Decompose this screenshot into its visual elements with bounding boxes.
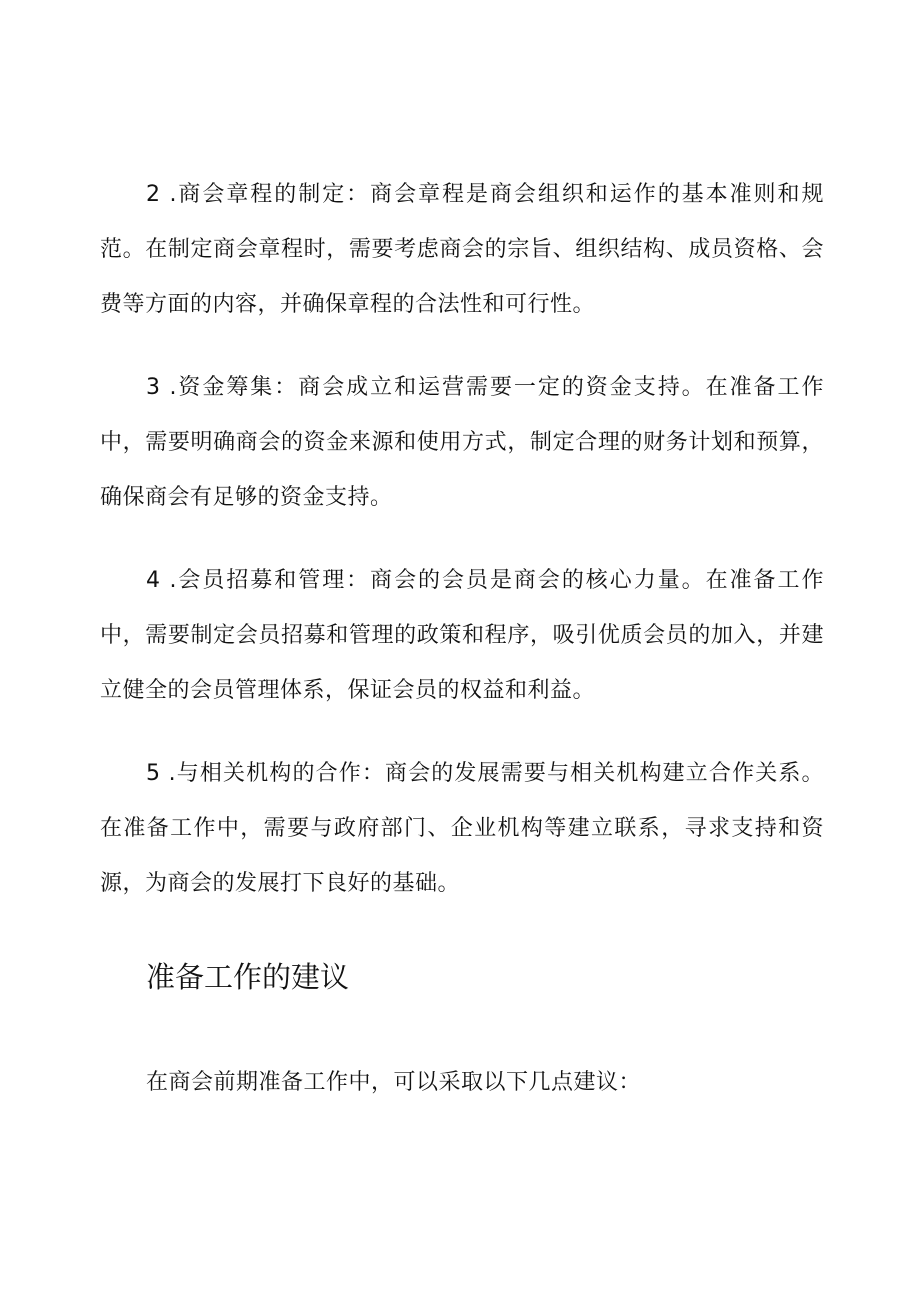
section-heading: 准备工作的建议 (146, 960, 350, 994)
list-item-charter: 2 .商会章程的制定：商会章程是商会组织和运作的基本准则和规范。在制定商会章程时，需要考虑商会的宗旨、组织结构、成员资格、会费等方面的内容，并确保章程的合法性和可行性。 (100, 182, 824, 317)
list-item-cooperation: 5 .与相关机构的合作：商会的发展需要与相关机构建立合作关系。在准备工作中，需要与政府部门、企业机构等建立联系，寻求支持和资源，为商会的发展打下良好的基础。 (100, 761, 824, 896)
list-item-membership: 4 .会员招募和管理：商会的会员是商会的核心力量。在准备工作中，需要制定会员招募和管理的政策和程序，吸引优质会员的加入，并建立健全的会员管理体系，保证会员的权益和利益。 (100, 568, 824, 703)
intro-paragraph: 在商会前期准备工作中，可以采取以下几点建议： (146, 1070, 642, 1095)
list-item-funding: 3 .资金筹集：商会成立和运营需要一定的资金支持。在准备工作中，需要明确商会的资金来源和使用方式，制定合理的财务计划和预算，确保商会有足够的资金支持。 (100, 375, 824, 510)
